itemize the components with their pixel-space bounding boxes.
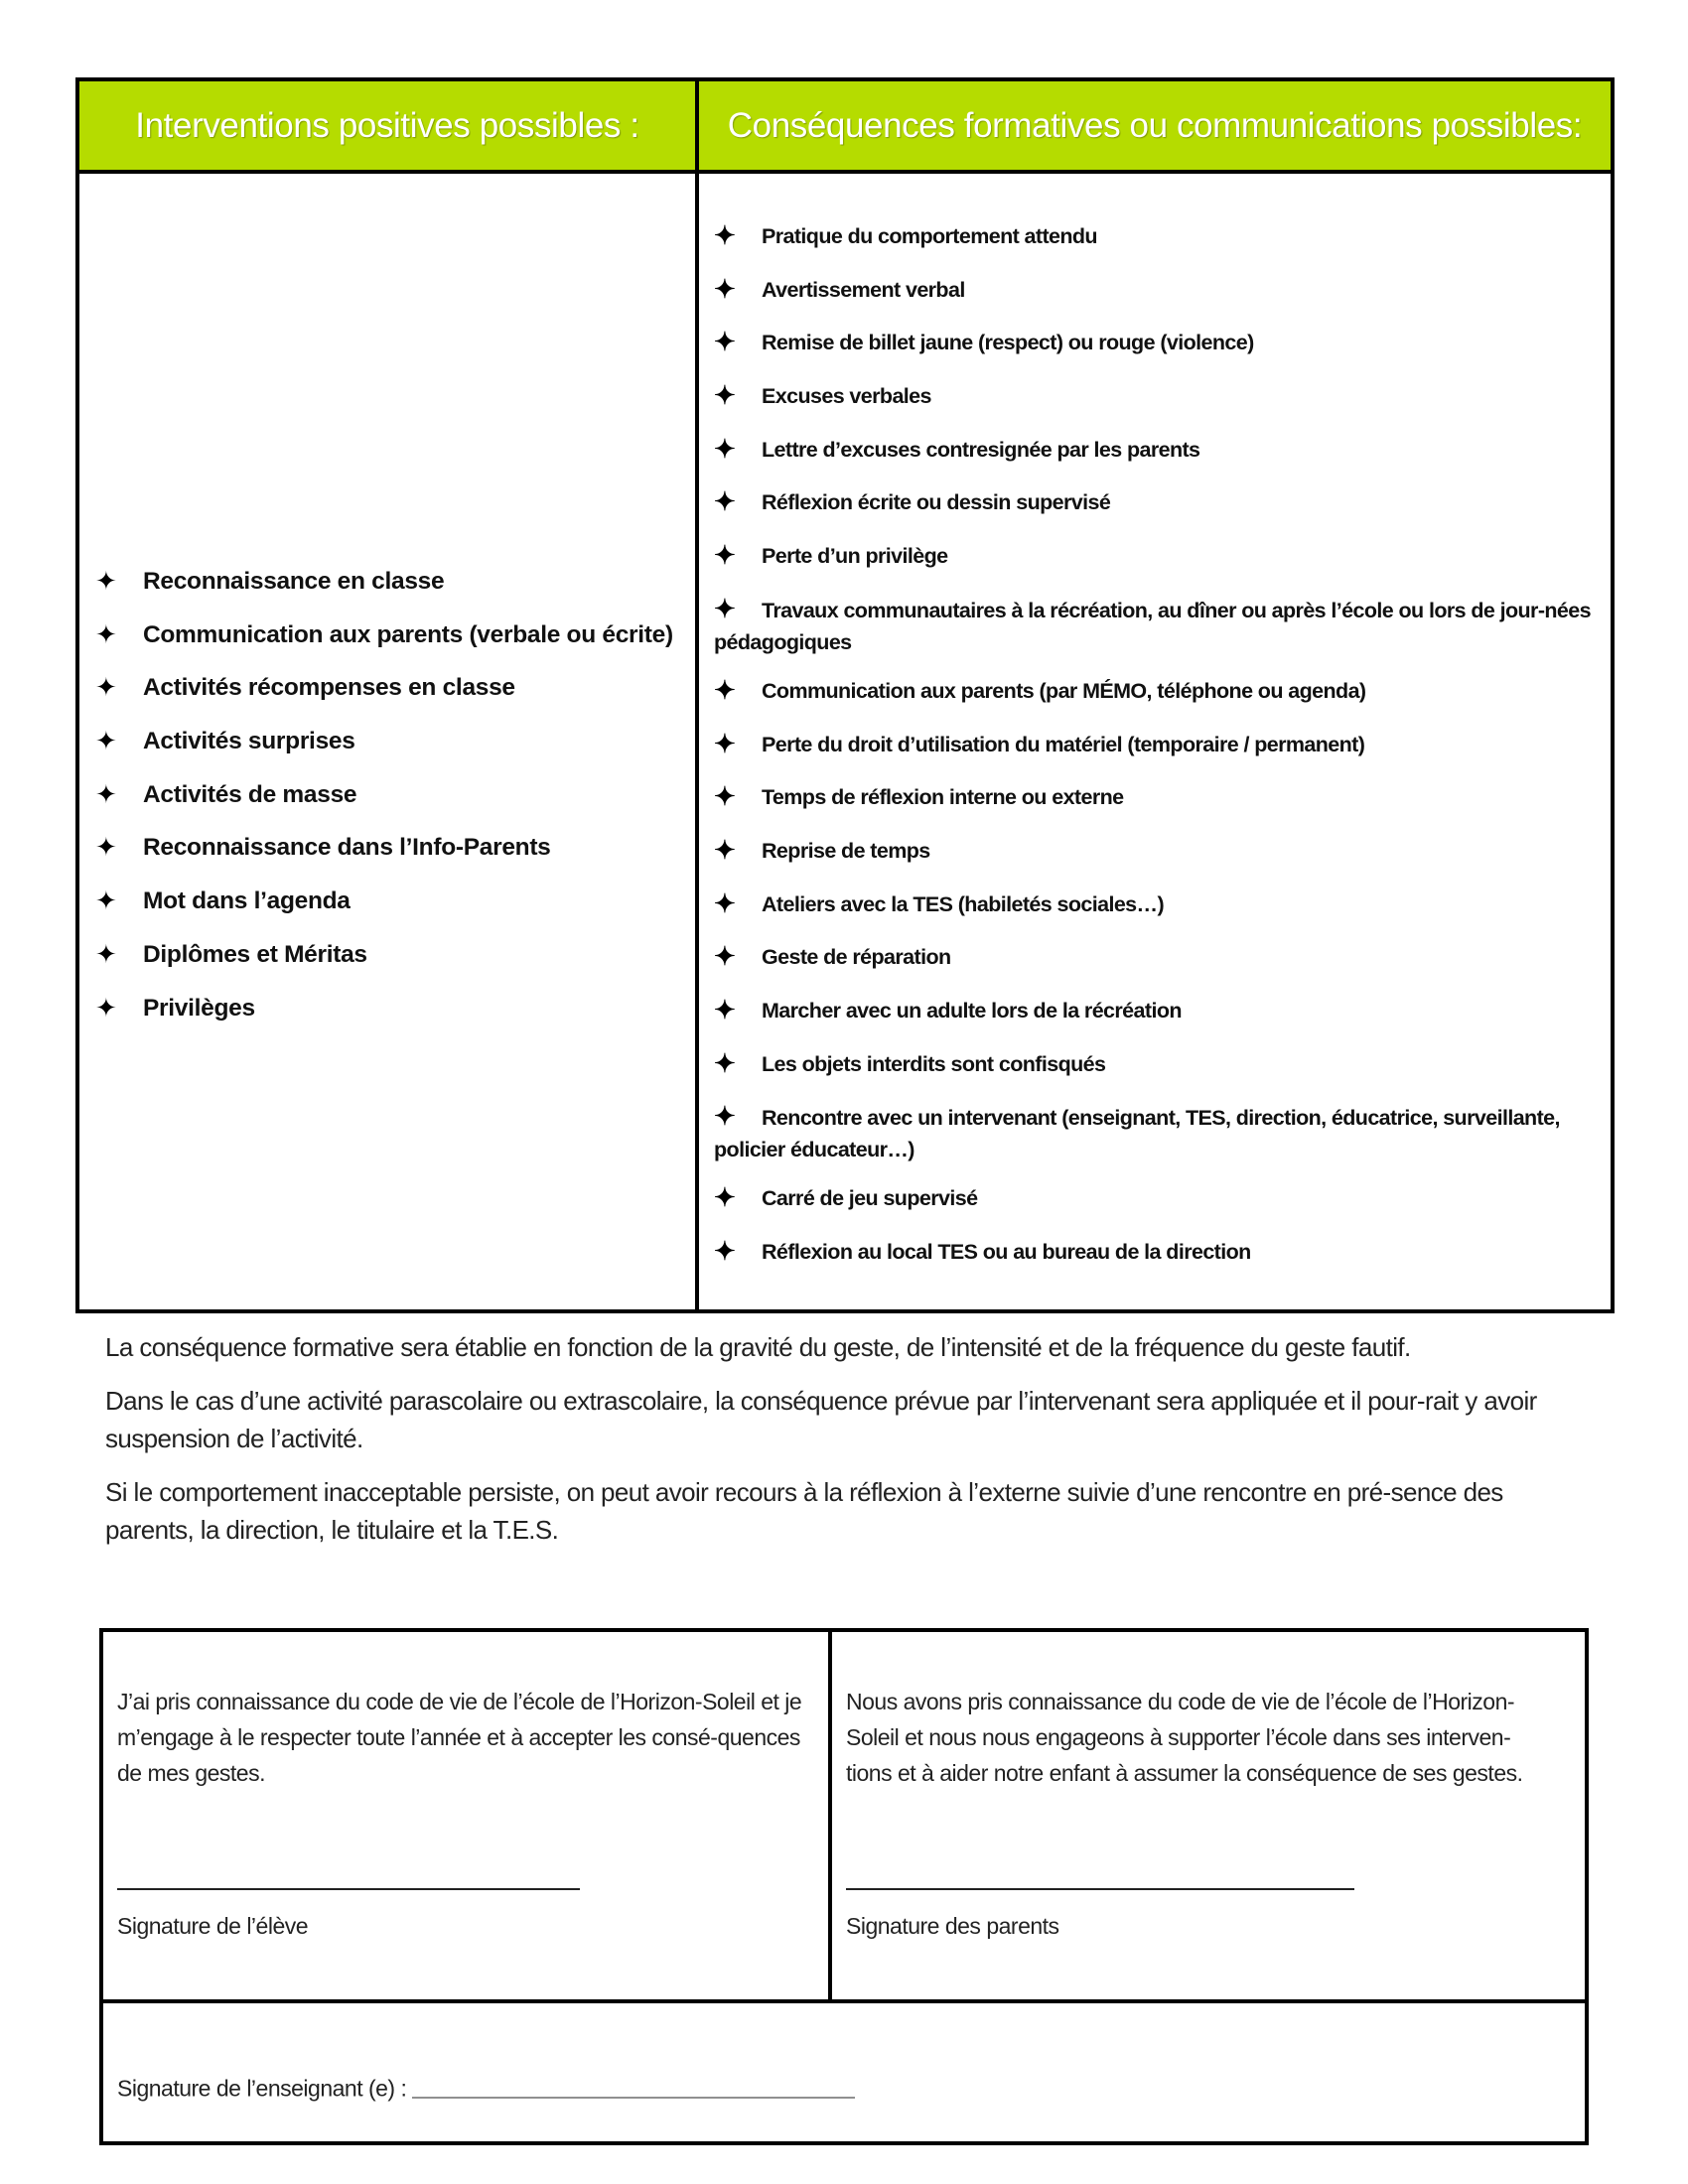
positive-interventions-column: [79, 174, 695, 1309]
star-bullet-icon: ✦: [714, 486, 736, 517]
table-header-row: [79, 81, 1611, 174]
consequence-text: Les objets interdits sont confisqués: [762, 1051, 1106, 1076]
student-signature-line[interactable]: [117, 1888, 580, 1890]
consequence-text: Ateliers avec la TES (habiletés sociales…): [762, 891, 1164, 916]
consequence-item: [714, 1182, 1591, 1214]
parents-signature-line[interactable]: [846, 1888, 1354, 1890]
consequence-item: [714, 781, 1591, 813]
positive-intervention-item: [95, 939, 685, 971]
consequence-text: Travaux communautaires à la récréation, au dîner ou après l’école ou lors de jour-nées pédagogiques: [714, 598, 1591, 654]
positive-intervention-text: Activités surprises: [143, 728, 355, 755]
consequence-item: [714, 327, 1591, 358]
positive-intervention-text: Activités de masse: [143, 780, 357, 808]
consequence-text: Réflexion écrite ou dessin supervisé: [762, 490, 1111, 515]
consequence-text: Remise de billet jaune (respect) ou rouge (violence): [762, 331, 1254, 355]
star-bullet-icon: ✦: [714, 220, 736, 250]
consequence-text: Avertissement verbal: [762, 277, 965, 302]
consequence-item: [714, 540, 1591, 572]
consequence-item: [714, 995, 1591, 1026]
consequence-item: [714, 594, 1591, 658]
consequences-list: [714, 220, 1591, 1290]
star-bullet-icon: ✦: [714, 1182, 736, 1213]
student-statement: J’ai pris connaissance du code de vie de l’école de l’Horizon-Soleil et je m’engage à le respecter toute l’année et à accepter les consé-quences de mes gestes.: [117, 1689, 802, 1786]
consequence-item: [714, 835, 1591, 867]
consequence-item: [714, 675, 1591, 707]
student-signature-label: Signature de l’élève: [117, 1913, 309, 1939]
signature-column-divider: [828, 1632, 832, 1999]
positive-intervention-item: [95, 832, 685, 864]
teacher-signature-line[interactable]: [412, 2097, 855, 2099]
consequence-text: Rencontre avec un intervenant (enseignant, TES, direction, éducatrice, surveillante, policier éducateur…): [714, 1106, 1560, 1162]
star-bullet-icon: ✦: [714, 1047, 736, 1078]
star-bullet-icon: ✦: [714, 1101, 736, 1132]
parents-signature-cell: [846, 1632, 1541, 1999]
positive-intervention-item: [95, 619, 685, 651]
consequence-text: Perte du droit d’utilisation du matériel (temporaire / permanent): [762, 732, 1365, 756]
consequence-text: Marcher avec un adulte lors de la récréation: [762, 998, 1182, 1023]
star-bullet-icon: ✦: [95, 618, 117, 649]
star-bullet-icon: ✦: [95, 992, 117, 1023]
star-bullet-icon: ✦: [714, 433, 736, 464]
consequence-text: Excuses verbales: [762, 384, 931, 409]
star-bullet-icon: ✦: [95, 938, 117, 969]
consequence-item: [714, 274, 1591, 306]
star-bullet-icon: ✦: [714, 941, 736, 972]
positive-intervention-text: Mot dans l’agenda: [143, 887, 351, 915]
star-bullet-icon: ✦: [95, 672, 117, 703]
signature-row-divider: [103, 1999, 1585, 2003]
positive-intervention-item: [95, 726, 685, 757]
positive-intervention-text: Communication aux parents (verbale ou écrite): [143, 620, 673, 648]
star-bullet-icon: ✦: [714, 380, 736, 411]
consequence-text: Réflexion au local TES ou au bureau de la direction: [762, 1240, 1251, 1264]
positive-intervention-item: [95, 566, 685, 598]
star-bullet-icon: ✦: [714, 273, 736, 304]
positive-interventions-list: [95, 566, 685, 1045]
note-paragraph: Dans le cas d’une activité parascolaire ou extrascolaire, la conséquence prévue par l’intervenant sera appliquée et il pour-rait y avoir suspension de l’activité.: [105, 1386, 1537, 1453]
consequence-item: [714, 486, 1591, 518]
positive-intervention-text: Privilèges: [143, 994, 255, 1022]
parents-signature-label: Signature des parents: [846, 1913, 1059, 1939]
consequences-column: [699, 174, 1611, 1309]
consequence-text: Temps de réflexion interne ou externe: [762, 785, 1124, 810]
notes-section: [105, 1328, 1585, 1565]
positive-intervention-item: [95, 993, 685, 1024]
consequence-text: Communication aux parents (par MÉMO, téléphone ou agenda): [762, 678, 1366, 703]
consequence-item: [714, 1048, 1591, 1080]
star-bullet-icon: ✦: [95, 726, 117, 756]
star-bullet-icon: ✦: [714, 887, 736, 918]
parents-statement: Nous avons pris connaissance du code de vie de l’école de l’Horizon-Soleil et nous nous engageons à supporter l’école dans ses interven-tions et à aider notre enfant à assumer la conséquence de ses gestes.: [846, 1689, 1523, 1786]
consequence-item: [714, 380, 1591, 412]
consequence-text: Reprise de temps: [762, 838, 930, 863]
teacher-signature-row: [117, 2076, 855, 2103]
interventions-table: [75, 77, 1615, 1313]
consequence-item: [714, 888, 1591, 920]
positive-intervention-item: [95, 779, 685, 811]
positive-intervention-text: Activités récompenses en classe: [143, 674, 515, 702]
header-consequences: Conséquences formatives ou communications possibles:: [727, 105, 1583, 145]
star-bullet-icon: ✦: [714, 994, 736, 1024]
star-bullet-icon: ✦: [714, 593, 736, 623]
consequence-item: [714, 1101, 1591, 1165]
consequence-text: Carré de jeu supervisé: [762, 1186, 978, 1211]
star-bullet-icon: ✦: [714, 540, 736, 571]
consequence-item: [714, 434, 1591, 466]
teacher-signature-label: Signature de l’enseignant (e) :: [117, 2075, 407, 2102]
star-bullet-icon: ✦: [714, 674, 736, 705]
positive-intervention-item: [95, 886, 685, 917]
consequence-item: [714, 729, 1591, 760]
consequence-text: Geste de réparation: [762, 945, 951, 970]
note-paragraph: Si le comportement inacceptable persiste, on peut avoir recours à la réflexion à l’externe suivie d’une rencontre en pré-sence des parents, la direction, le titulaire et la T.E.S.: [105, 1477, 1503, 1545]
star-bullet-icon: ✦: [714, 781, 736, 812]
consequence-item: [714, 1236, 1591, 1268]
positive-intervention-item: [95, 672, 685, 704]
star-bullet-icon: ✦: [95, 832, 117, 863]
star-bullet-icon: ✦: [714, 1236, 736, 1266]
signature-table: [99, 1628, 1589, 2145]
star-bullet-icon: ✦: [714, 327, 736, 357]
consequence-text: Lettre d’excuses contresignée par les parents: [762, 437, 1200, 462]
star-bullet-icon: ✦: [95, 778, 117, 809]
star-bullet-icon: ✦: [714, 728, 736, 758]
header-positive-interventions: Interventions positives possibles :: [135, 105, 639, 145]
star-bullet-icon: ✦: [95, 886, 117, 916]
star-bullet-icon: ✦: [95, 566, 117, 596]
positive-intervention-text: Diplômes et Méritas: [143, 940, 367, 968]
consequence-text: Pratique du comportement attendu: [762, 224, 1097, 248]
consequence-item: [714, 220, 1591, 252]
star-bullet-icon: ✦: [714, 834, 736, 865]
student-signature-cell: [117, 1632, 818, 1999]
note-paragraph: La conséquence formative sera établie en fonction de la gravité du geste, de l’intensité et de la fréquence du geste fautif.: [105, 1332, 1411, 1362]
positive-intervention-text: Reconnaissance dans l’Info-Parents: [143, 834, 551, 862]
positive-intervention-text: Reconnaissance en classe: [143, 568, 445, 595]
consequence-text: Perte d’un privilège: [762, 544, 948, 569]
consequence-item: [714, 941, 1591, 973]
